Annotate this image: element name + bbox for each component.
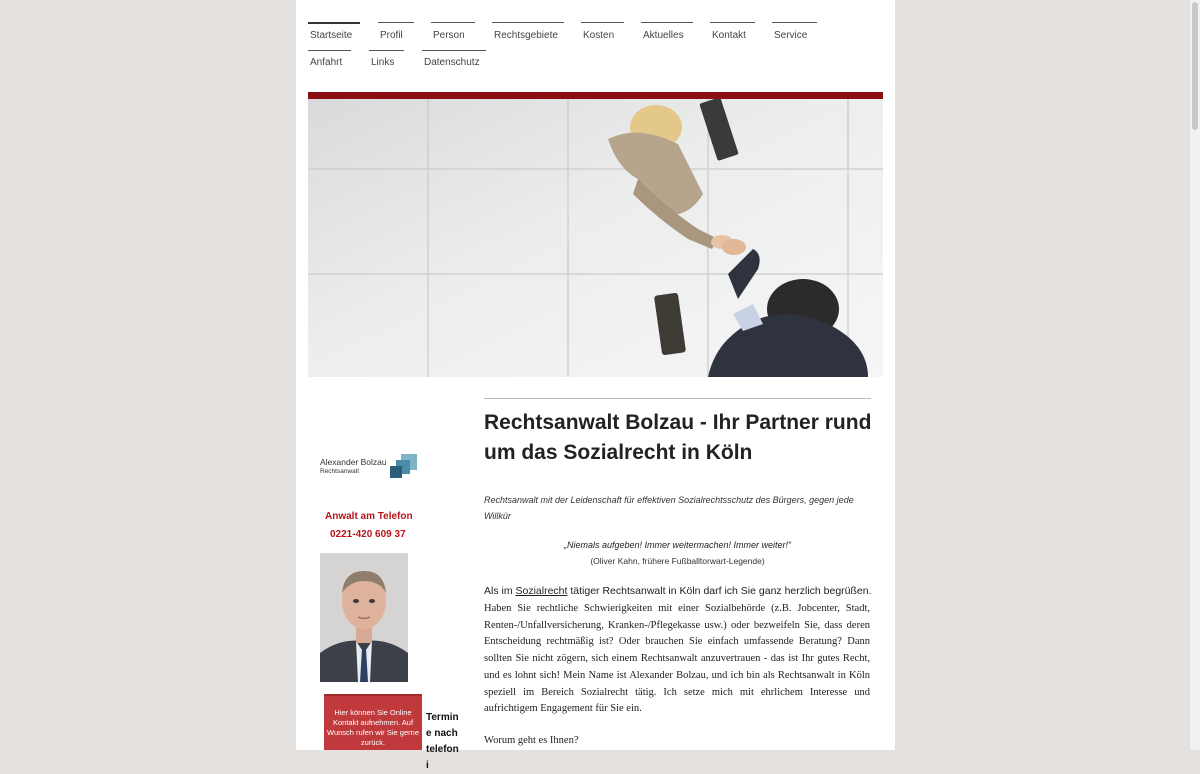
header-accent-bar [308, 92, 883, 99]
logo-name: Alexander Bolzau [320, 457, 387, 467]
page-container [296, 0, 895, 771]
nav-rechtsgebiete[interactable]: Rechtsgebiete [492, 22, 564, 50]
lawyer-portrait [320, 553, 408, 682]
nav-kosten[interactable]: Kosten [581, 22, 624, 50]
page-scrollbar[interactable] [1189, 0, 1200, 750]
intro-sentence [484, 585, 874, 597]
content-divider [484, 398, 871, 399]
firm-logo[interactable] [320, 452, 420, 484]
nav-startseite[interactable]: Startseite [308, 22, 360, 50]
nav-datenschutz[interactable]: Datenschutz [424, 57, 480, 68]
nav-links[interactable]: Links [371, 57, 395, 68]
sozialrecht-link[interactable]: Sozialrecht [515, 585, 568, 597]
logo-subtitle: Rechtsanwalt [320, 468, 360, 475]
intro-after: tätiger Rechtsanwalt in Köln darf ich Sie ganz herzlich begrüßen. [567, 585, 872, 597]
page-title: Rechtsanwalt Bolzau - Ihr Partner rund um das Sozialrecht in Köln [484, 411, 872, 464]
nav-aktuelles[interactable]: Aktuelles [641, 22, 693, 50]
nav-anfahrt[interactable]: Anfahrt [310, 57, 343, 68]
question-heading: Worum geht es Ihnen? [484, 735, 579, 746]
termin-text: Termin e nach telefoni [426, 712, 459, 771]
intro-before: Als im [484, 585, 516, 597]
tagline: Rechtsanwalt mit der Leidenschaft für effektiven Sozialrechtsschutz des Bürgers, gegen jede Willkür [484, 495, 854, 521]
logo-squares-icon [390, 452, 418, 482]
phone-number[interactable]: 0221-420 609 37 [330, 529, 406, 540]
intro-paragraph: Haben Sie rechtliche Schwierigkeiten mit einer Sozialbehörde (z.B. Jobcenter, Stadt, Renten-/Unfallversicherung, Kranken-/Pflegekasse usw.) oder bezweifeln Sie, dass deren Entscheidung rechtmäßig ist? Oder brauchen Sie einfach umfassende Beratung? Dann sollten Sie nicht zögern, sich einem Rechtsanwalt anzuvertrauen - das ist Ihr gutes Recht, und es lohnt sich! Mein Name ist Alexander Bolzau, und ich bin als Rechtsanwalt in Köln speziell im Bereich Sozialrecht tätig. Ich setze mich mit ehrlichem Interesse und aufrichtigem Engagement für Sie ein. [484, 603, 870, 715]
quote: „Niemals aufgeben! Immer weitermachen! Immer weiter!“ [563, 540, 792, 550]
online-contact-button[interactable]: Hier können Sie Online Kontakt aufnehmen. Auf Wunsch rufen wir Sie gerne zurück. [324, 694, 422, 750]
hero-image-handshake [308, 99, 883, 377]
nav-profil[interactable]: Profil [378, 22, 414, 50]
nav-service[interactable]: Service [772, 22, 817, 50]
phone-label: Anwalt am Telefon [325, 511, 413, 522]
nav-person[interactable]: Person [431, 22, 475, 50]
quote-author: (Oliver Kahn, frühere Fußballtorwart-Legende) [590, 556, 765, 566]
scrollbar-thumb[interactable] [1192, 2, 1198, 130]
nav-kontakt[interactable]: Kontakt [710, 22, 755, 50]
